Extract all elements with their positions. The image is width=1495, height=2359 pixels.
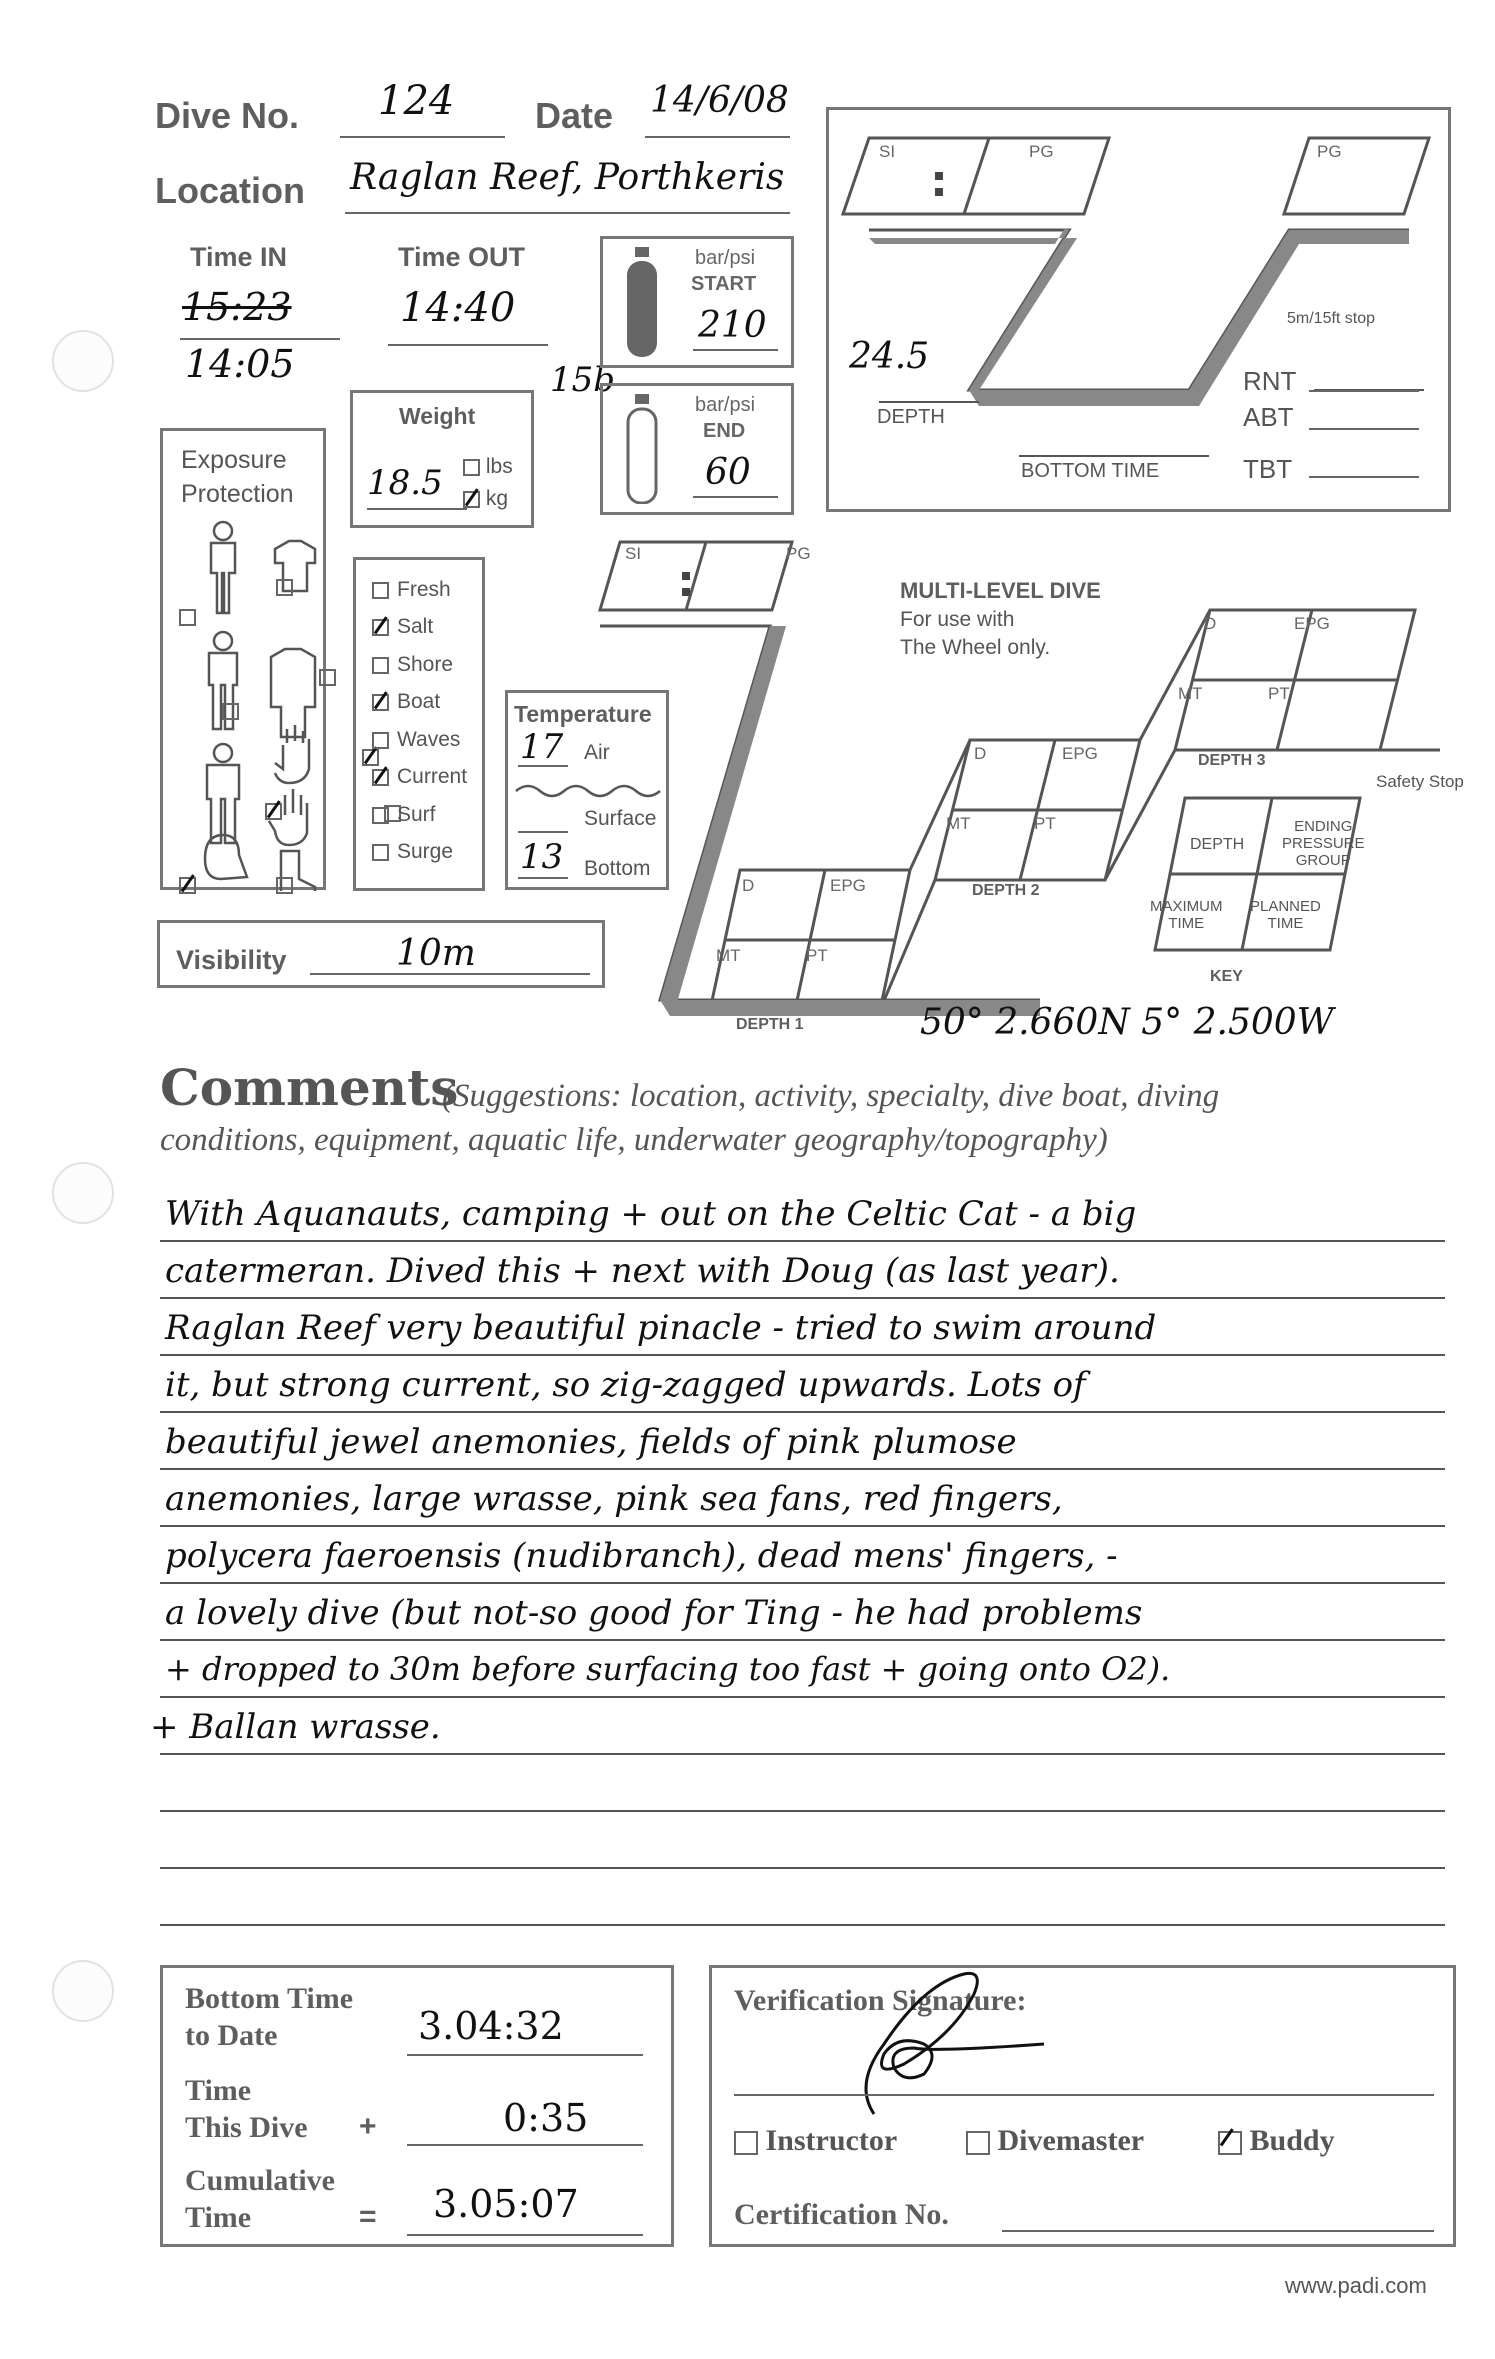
time-out-line — [388, 344, 548, 346]
gps-coordinates[interactable]: 50° 2.660N 5° 2.500W — [920, 1002, 1334, 1043]
single-pg2-label: PG — [1317, 142, 1342, 161]
env-surge-label: Surge — [397, 840, 454, 863]
env-surge[interactable] — [372, 840, 453, 864]
depth2-pt-label: PT — [1034, 814, 1056, 833]
safety-stop-label: Safety Stop — [1376, 772, 1464, 791]
single-depth-value[interactable]: 24.5 — [849, 336, 930, 377]
exposure-title-line2: Protection — [181, 480, 294, 508]
env-boat[interactable] — [372, 690, 440, 714]
time-in-line — [180, 338, 340, 340]
time-out-value[interactable]: 14:40 — [400, 285, 516, 331]
comment-line-1[interactable]: With Aquanauts, camping + out on the Celtic Cat - a big — [165, 1194, 1137, 1234]
tbt-label: TBT — [1243, 454, 1293, 484]
temperature-title: Temperature — [514, 701, 652, 727]
signature-line — [734, 2094, 1434, 2096]
single-dive-profile-box — [826, 107, 1451, 512]
exposure-swimsuit-checkbox[interactable] — [179, 609, 196, 626]
divemaster-option[interactable] — [966, 2124, 1144, 2158]
bottom-time-label-line1: Bottom Time — [185, 1982, 354, 2015]
visibility-box — [157, 920, 605, 988]
cumulative-line — [407, 2234, 643, 2236]
env-surf[interactable] — [372, 803, 436, 827]
env-waves[interactable] — [372, 728, 460, 752]
comment-rule-3 — [160, 1354, 1445, 1356]
rnt-label: RNT — [1243, 366, 1297, 396]
dive-no-value[interactable]: 124 — [378, 78, 455, 124]
start-value[interactable]: 210 — [698, 305, 767, 346]
comment-line-7[interactable]: polycera faeroensis (nudibranch), dead mens' fingers, - — [165, 1536, 1118, 1576]
depth2-d-label: D — [974, 744, 987, 763]
depth3-d-label: D — [1204, 614, 1217, 633]
start-label: START — [691, 273, 757, 295]
tank-empty-icon — [625, 394, 661, 504]
cumulative-line2: Time — [185, 2201, 252, 2234]
dive-no-line — [340, 136, 505, 138]
abt-label: ABT — [1243, 402, 1294, 432]
footer-url[interactable]: www.padi.com — [1285, 2273, 1427, 2298]
time-this-dive-line1: Time — [185, 2074, 252, 2107]
exposure-boots-checkbox[interactable] — [276, 877, 293, 894]
comments-suggestions-2: conditions, equipment, aquatic life, underwater geography/topography) — [160, 1122, 1108, 1158]
comment-line-3[interactable]: Raglan Reef very beautiful pinacle - tried to swim around — [165, 1308, 1157, 1348]
plus-sign: + — [359, 2110, 377, 2143]
comment-line-4[interactable]: it, but strong current, so zig-zagged upwards. Lots of — [165, 1365, 1086, 1405]
env-salt[interactable] — [372, 615, 433, 639]
air-label: Air — [584, 741, 610, 764]
env-shore-checkbox[interactable] — [372, 657, 389, 674]
depth3-mt-label: MT — [1178, 684, 1203, 703]
depth2-epg-label: EPG — [1062, 744, 1098, 763]
end-label: END — [703, 420, 746, 442]
abt-line — [1309, 428, 1419, 430]
bottom-time-line — [407, 2054, 643, 2056]
totals-box — [160, 1965, 674, 2247]
key-label: KEY — [1210, 968, 1243, 985]
depth3-label: DEPTH 3 — [1198, 752, 1266, 769]
env-boat-checkbox[interactable] — [372, 694, 389, 711]
buddy-checkbox[interactable] — [1218, 2131, 1242, 2155]
verification-box — [709, 1965, 1456, 2247]
single-depth-label: DEPTH — [877, 406, 945, 428]
binder-hole-middle — [52, 1162, 114, 1224]
comment-rule-2 — [160, 1297, 1445, 1299]
key-pt-line1: PLANNED — [1250, 898, 1321, 915]
depth3-pt-label: PT — [1268, 684, 1290, 703]
multilevel-title: MULTI-LEVEL DIVE — [900, 578, 1101, 603]
multilevel-diagram — [580, 530, 1460, 1050]
time-out-label: Time OUT — [398, 242, 526, 272]
location-value[interactable]: Raglan Reef, Porthkeris — [350, 157, 785, 198]
comment-rule-13 — [160, 1924, 1445, 1926]
binder-hole-top — [52, 330, 114, 392]
env-surge-checkbox[interactable] — [372, 844, 389, 861]
bottom-time-to-date-value[interactable]: 3.04:32 — [418, 2004, 564, 2048]
binder-hole-bottom — [52, 1960, 114, 2022]
key-epg — [1282, 818, 1365, 869]
comment-rule-7 — [160, 1582, 1445, 1584]
buddy-option[interactable] — [1218, 2124, 1335, 2158]
depth1-pt-label: PT — [806, 946, 828, 965]
weight-line — [367, 508, 467, 510]
depth1-d-label: D — [742, 876, 755, 895]
environment-box — [353, 557, 485, 891]
env-salt-label: Salt — [397, 615, 434, 638]
comments-suggestions-1: (Suggestions: location, activity, specialty, dive boat, diving — [442, 1078, 1220, 1114]
env-waves-label: Waves — [397, 728, 461, 751]
weight-value[interactable]: 18.5 — [367, 463, 443, 503]
env-boat-label: Boat — [397, 690, 441, 713]
comment-rule-8 — [160, 1639, 1445, 1641]
key-mt-line2: TIME — [1168, 915, 1205, 932]
tank-full-icon — [625, 247, 661, 357]
env-current[interactable] — [372, 765, 467, 789]
instructor-option[interactable] — [734, 2124, 897, 2158]
comment-line-6[interactable]: anemonies, large wrasse, pink sea fans, red fingers, — [165, 1479, 1063, 1519]
time-this-dive-value[interactable]: 0:35 — [503, 2096, 589, 2140]
buddy-label: Buddy — [1249, 2124, 1335, 2157]
env-surf-checkbox[interactable] — [372, 807, 389, 824]
key-epg-line2: PRESSURE — [1282, 835, 1365, 852]
env-current-checkbox[interactable] — [372, 769, 389, 786]
depth1-mt-label: MT — [716, 946, 741, 965]
cumulative-time-value[interactable]: 3.05:07 — [433, 2182, 579, 2226]
end-unit-label: bar/psi — [695, 394, 756, 416]
depth3-epg-label: EPG — [1294, 614, 1330, 633]
single-si-label: SI — [879, 142, 896, 161]
visibility-label: Visibility — [176, 945, 287, 975]
margin-note: 15b — [550, 360, 616, 400]
key-depth: DEPTH — [1190, 836, 1245, 853]
end-line — [693, 496, 778, 498]
verification-signature-label: Verification Signature: — [734, 1984, 1027, 2017]
depth1-epg-label: EPG — [830, 876, 866, 895]
comment-rule-10 — [160, 1753, 1445, 1755]
time-in-struck: 15:23 — [182, 285, 292, 329]
dive-no-label: Dive No. — [155, 95, 300, 136]
weight-label: Weight — [399, 403, 476, 429]
comment-rule-4 — [160, 1411, 1445, 1413]
exposure-drysuit-checkbox[interactable] — [265, 803, 282, 820]
env-surf-label: Surf — [397, 803, 436, 826]
bottom-temp-label: Bottom — [584, 857, 651, 880]
env-salt-checkbox[interactable] — [372, 619, 389, 636]
lbs-option[interactable] — [463, 455, 513, 479]
single-bottom-time-label: BOTTOM TIME — [1021, 460, 1160, 482]
env-fresh-label: Fresh — [397, 578, 451, 601]
bottom-time-label-line2: to Date — [185, 2019, 278, 2052]
certification-label: Certification No. — [734, 2198, 949, 2231]
surface-label: Surface — [584, 807, 657, 830]
single-stop-label: 5m/15ft stop — [1287, 310, 1376, 327]
comment-line-8[interactable]: a lovely dive (but not-so good for Ting - he had problems — [165, 1593, 1143, 1633]
signature-mark — [802, 1944, 1102, 2144]
end-value[interactable]: 60 — [705, 452, 751, 493]
exposure-suits-icons — [163, 511, 329, 891]
start-unit-label: bar/psi — [695, 247, 756, 269]
exposure-shirt-checkbox[interactable] — [276, 579, 293, 596]
surface-line — [518, 831, 568, 833]
key-epg-line1: ENDING — [1294, 818, 1353, 835]
bottom-time-to-date-label — [185, 1980, 353, 2054]
depth2-label: DEPTH 2 — [972, 882, 1040, 899]
exposure-box — [160, 428, 326, 890]
lbs-checkbox[interactable] — [463, 459, 480, 476]
comment-line-5[interactable]: beautiful jewel anemonies, fields of pink plumose — [165, 1422, 1017, 1462]
comment-rule-12 — [160, 1867, 1445, 1869]
comment-line-2[interactable]: catermeran. Dived this + next with Doug (as last year). — [165, 1251, 1120, 1291]
comment-rule-9 — [160, 1696, 1445, 1698]
divemaster-checkbox[interactable] — [966, 2131, 990, 2155]
date-value[interactable]: 14/6/08 — [650, 80, 789, 121]
divemaster-label: Divemaster — [997, 2124, 1145, 2157]
tbt-line — [1309, 476, 1419, 478]
key-pt — [1250, 898, 1321, 932]
env-shore[interactable] — [372, 653, 453, 677]
bottom-temp-value[interactable]: 13 — [520, 837, 564, 877]
lbs-label: lbs — [485, 455, 513, 478]
instructor-checkbox[interactable] — [734, 2131, 758, 2155]
time-this-dive-line — [407, 2144, 643, 2146]
env-shore-label: Shore — [397, 653, 454, 676]
time-this-dive-line2: This Dive — [185, 2111, 308, 2144]
env-fresh[interactable] — [372, 578, 451, 602]
location-line — [345, 212, 790, 214]
comment-rule-1 — [160, 1240, 1445, 1242]
kg-label: kg — [485, 487, 509, 510]
kg-option[interactable] — [463, 487, 508, 511]
depth1-label: DEPTH 1 — [736, 1016, 804, 1033]
bottom-temp-line — [518, 877, 568, 879]
exposure-title-line1: Exposure — [181, 446, 287, 474]
depth2-mt-label: MT — [946, 814, 971, 833]
env-current-label: Current — [397, 765, 468, 788]
date-line — [645, 136, 790, 138]
exposure-hood-checkbox[interactable] — [179, 877, 196, 894]
cumulative-time-label — [185, 2162, 335, 2236]
comment-rule-6 — [160, 1525, 1445, 1527]
multilevel-subtitle-1: For use with — [900, 608, 1015, 631]
kg-checkbox[interactable] — [463, 491, 480, 508]
key-mt-line1: MAXIMUM — [1150, 898, 1223, 915]
time-this-dive-label — [185, 2072, 308, 2146]
exposure-title — [181, 443, 294, 511]
comment-rule-5 — [160, 1468, 1445, 1470]
pressure-start-box — [600, 236, 794, 368]
multi-pg-label: PG — [786, 544, 811, 563]
env-fresh-checkbox[interactable] — [372, 582, 389, 599]
comment-rule-11 — [160, 1810, 1445, 1812]
start-line — [693, 349, 778, 351]
visibility-value[interactable]: 10m — [396, 933, 476, 974]
key-pt-line2: TIME — [1267, 915, 1304, 932]
exposure-jacket-checkbox[interactable] — [319, 669, 336, 686]
certification-line — [1002, 2230, 1434, 2232]
key-epg-line3: GROUP — [1295, 852, 1351, 869]
equals-sign: = — [359, 2200, 377, 2233]
single-pg-label: PG — [1029, 142, 1054, 161]
cumulative-line1: Cumulative — [185, 2164, 335, 2197]
multi-si-label: SI — [625, 544, 642, 563]
instructor-label: Instructor — [765, 2124, 898, 2157]
comment-line-10[interactable]: + Ballan wrasse. — [150, 1707, 441, 1747]
date-label: Date — [535, 95, 614, 136]
air-value[interactable]: 17 — [520, 727, 564, 767]
key-mt — [1150, 898, 1223, 932]
comments-title: Comments — [160, 1058, 459, 1117]
rnt-line — [1309, 390, 1419, 392]
env-waves-checkbox[interactable] — [372, 732, 389, 749]
pressure-end-box — [600, 383, 794, 515]
time-in-label: Time IN — [190, 242, 288, 272]
location-label: Location — [155, 170, 305, 211]
multilevel-subtitle-2: The Wheel only. — [900, 636, 1051, 659]
time-in-value[interactable]: 14:05 — [185, 342, 295, 386]
comment-line-9[interactable]: + dropped to 30m before surfacing too fast + going onto O2). — [165, 1650, 1171, 1688]
weight-box — [350, 390, 534, 528]
exposure-wetsuit-checkbox[interactable] — [222, 703, 239, 720]
